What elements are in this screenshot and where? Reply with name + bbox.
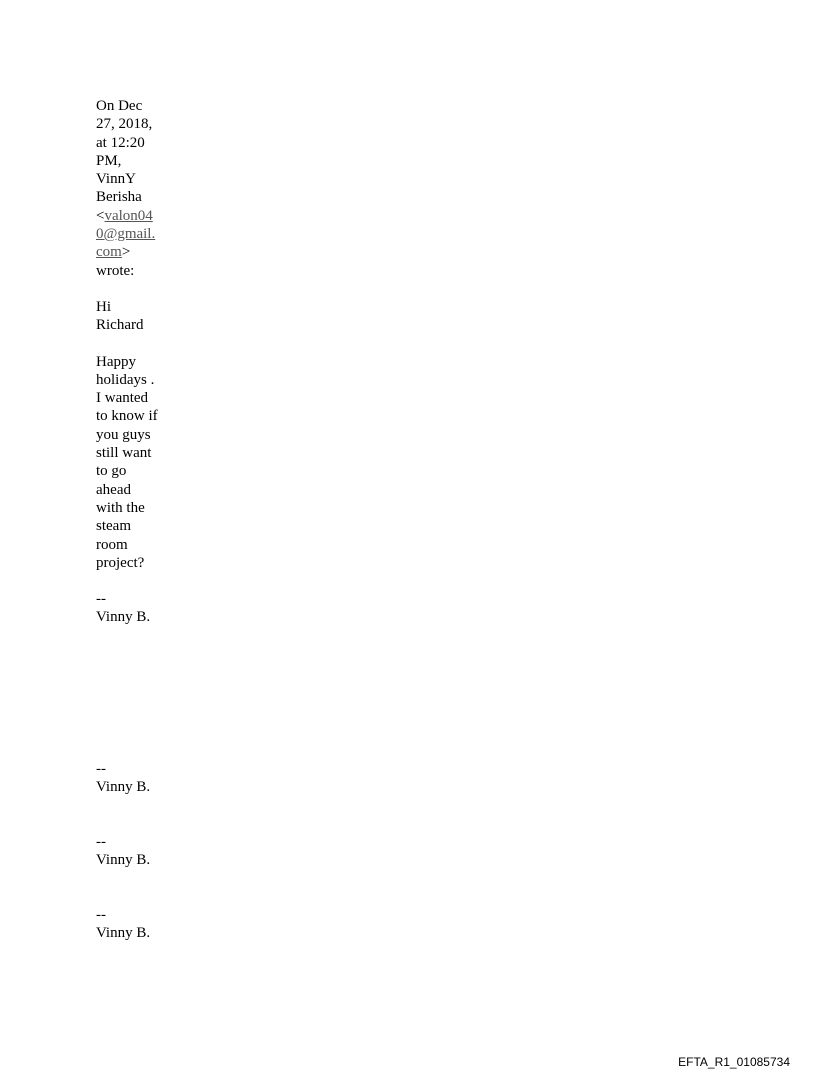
message-body: Happy holidays . I wanted to know if you guys still want to go ahead with the steam room project?	[96, 353, 158, 571]
signature-block	[96, 833, 216, 870]
sender-email-link[interactable]: valon040@gmail.com	[96, 207, 156, 261]
signature-name: Vinny B.	[96, 779, 151, 796]
quoted-header-tail: > wrote:	[96, 244, 135, 279]
signature-name: Vinny B.	[96, 925, 151, 942]
quoted-header	[96, 97, 158, 280]
signature-block	[96, 906, 216, 943]
quoted-message	[96, 97, 158, 627]
signature-dash: --	[96, 761, 106, 777]
greeting: Hi Richard	[96, 298, 144, 334]
signature-dash: --	[96, 907, 106, 923]
signature-name: Vinny B.	[96, 852, 151, 869]
signature-dash: --	[96, 834, 106, 850]
signature-block	[96, 760, 216, 797]
signature-name: Vinny B.	[96, 609, 151, 626]
quoted-header-text: On Dec 27, 2018, at 12:20 PM, VinnY Berisha <	[96, 98, 153, 224]
signature-dash: --	[96, 591, 106, 608]
document-id: EFTA_R1_01085734	[678, 1055, 790, 1069]
